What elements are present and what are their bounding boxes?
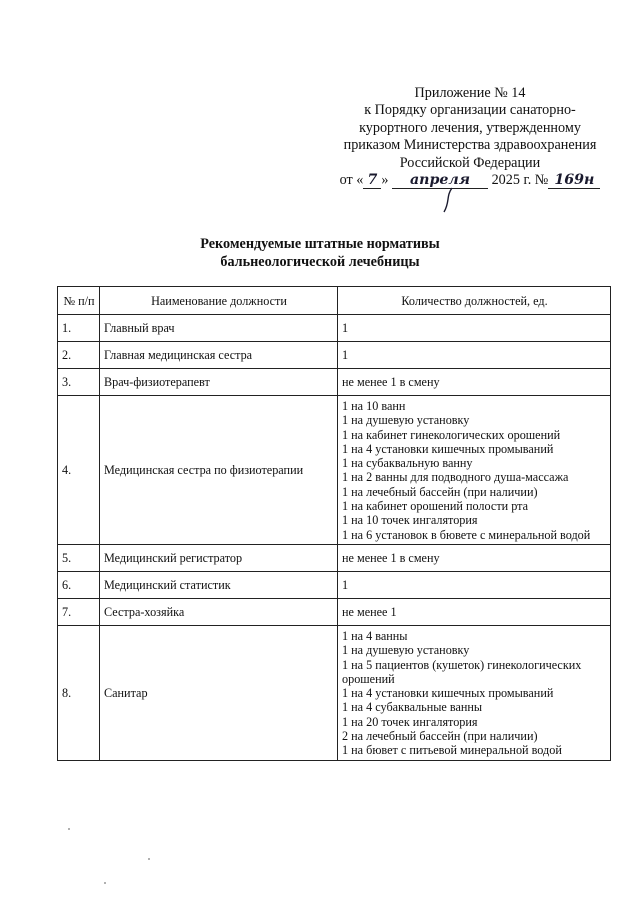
col-header-quantity: Количество должностей, ед. bbox=[338, 287, 611, 315]
quantity-line: 1 на 6 установок в бювете с минеральной водой bbox=[342, 527, 591, 542]
quantity-cell bbox=[338, 571, 611, 598]
header-line-4: приказом Министерства здравоохранения bbox=[343, 137, 597, 154]
quantity-line: 1 на бювет с питьевой минеральной водой bbox=[342, 743, 562, 758]
quantity-line: 1 на 20 точек ингалятория bbox=[342, 714, 478, 729]
quantity-line: 1 на душевую установку bbox=[342, 413, 470, 428]
document-title bbox=[0, 236, 640, 271]
table-row bbox=[58, 598, 611, 625]
position-name: Главный врач bbox=[100, 315, 338, 342]
appendix-header bbox=[320, 85, 620, 189]
header-line-2: к Порядку организации санаторно- bbox=[364, 102, 576, 119]
handwritten-month: апреля bbox=[392, 172, 488, 189]
row-number: 6. bbox=[58, 571, 100, 598]
header-line-5: Российской Федерации bbox=[399, 154, 541, 171]
table-row bbox=[58, 571, 611, 598]
quantity-line: 1 на кабинет орошений полости рта bbox=[342, 499, 529, 514]
table-row bbox=[58, 625, 611, 760]
quantity-line: 1 на 4 субаквальные ванны bbox=[342, 700, 483, 715]
table-row bbox=[58, 544, 611, 571]
quantity-line: 1 на субаквальную ванну bbox=[342, 456, 473, 471]
row-number: 3. bbox=[58, 369, 100, 396]
table-row bbox=[58, 315, 611, 342]
position-name: Медицинский статистик bbox=[100, 571, 338, 598]
signature-stroke-icon bbox=[438, 186, 460, 214]
quantity-line: 1 на душевую установку bbox=[342, 643, 470, 658]
quantity-line: не менее 1 в смену bbox=[342, 375, 440, 390]
scan-speck bbox=[148, 858, 150, 860]
quantity-line: 1 на 2 ванны для подводного душа-массажа bbox=[342, 470, 569, 485]
quantity-line: 1 bbox=[342, 578, 349, 593]
table-row bbox=[58, 369, 611, 396]
quantity-line: 1 на 5 пациентов (кушеток) гинекологических орошений bbox=[342, 657, 582, 686]
col-header-position: Наименование должности bbox=[100, 287, 338, 315]
quantity-cell bbox=[338, 625, 611, 760]
date-mid: » bbox=[381, 172, 389, 189]
appendix-number: Приложение № 14 bbox=[414, 85, 526, 101]
quantity-line: 1 на 10 ванн bbox=[342, 399, 406, 413]
quantity-line: 1 на 4 установки кишечных промываний bbox=[342, 441, 554, 456]
header-line-3: курортного лечения, утвержденному bbox=[359, 119, 581, 136]
quantity-line: 1 bbox=[342, 348, 349, 363]
order-date-line bbox=[320, 172, 620, 189]
quantity-line: 1 на 10 точек ингалятория bbox=[342, 513, 478, 528]
position-name: Сестра-хозяйка bbox=[100, 598, 338, 625]
position-name: Врач-физиотерапевт bbox=[100, 369, 338, 396]
title-line-1: Рекомендуемые штатные нормативы bbox=[200, 236, 440, 252]
order-year: 2025 г. № bbox=[491, 172, 549, 189]
row-number: 7. bbox=[58, 598, 100, 625]
position-name: Главная медицинская сестра bbox=[100, 342, 338, 369]
position-name: Медицинская сестра по физиотерапии bbox=[100, 396, 338, 545]
quantity-line: не менее 1 в смену bbox=[342, 551, 440, 566]
quantity-line: 1 на кабинет гинекологических орошений bbox=[342, 427, 561, 442]
scan-speck bbox=[68, 828, 70, 830]
date-prefix: от « bbox=[339, 172, 364, 189]
row-number: 1. bbox=[58, 315, 100, 342]
row-number: 5. bbox=[58, 544, 100, 571]
row-number: 4. bbox=[58, 396, 100, 545]
quantity-line: 1 на лечебный бассейн (при наличии) bbox=[342, 484, 538, 499]
scan-speck bbox=[104, 882, 106, 884]
quantity-cell bbox=[338, 369, 611, 396]
title-line-2: бальнеологической лечебницы bbox=[220, 253, 420, 270]
quantity-cell bbox=[338, 315, 611, 342]
table-row bbox=[58, 342, 611, 369]
quantity-line: 1 на 4 установки кишечных промываний bbox=[342, 686, 554, 701]
row-number: 8. bbox=[58, 625, 100, 760]
quantity-line: 1 bbox=[342, 321, 349, 336]
quantity-line: не менее 1 bbox=[342, 605, 397, 620]
staffing-table bbox=[57, 286, 611, 761]
handwritten-order-number: 169н bbox=[548, 172, 600, 189]
quantity-line: 2 на лечебный бассейн (при наличии) bbox=[342, 729, 538, 744]
quantity-cell bbox=[338, 396, 611, 545]
quantity-line: 1 на 4 ванны bbox=[342, 628, 408, 643]
quantity-cell bbox=[338, 598, 611, 625]
quantity-cell bbox=[338, 544, 611, 571]
row-number: 2. bbox=[58, 342, 100, 369]
table-row bbox=[58, 396, 611, 545]
col-header-number: № п/п bbox=[58, 287, 100, 315]
table-body bbox=[58, 315, 611, 761]
position-name: Медицинский регистратор bbox=[100, 544, 338, 571]
position-name: Санитар bbox=[100, 625, 338, 760]
handwritten-day: 7 bbox=[363, 172, 381, 189]
quantity-cell bbox=[338, 342, 611, 369]
table-header-row bbox=[58, 287, 611, 315]
